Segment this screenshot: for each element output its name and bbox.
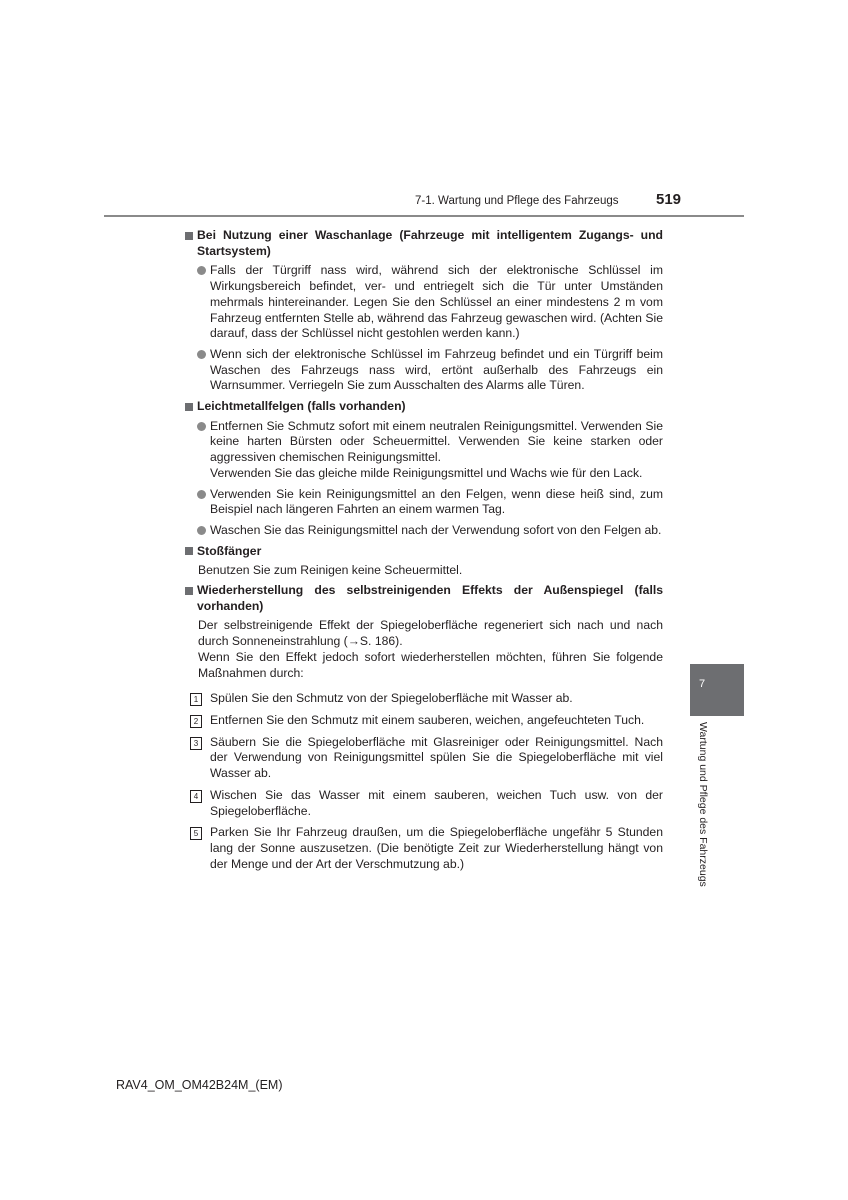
page-content [185,225,663,878]
step-item [185,735,663,782]
bullet-item [185,487,663,518]
circle-bullet-icon [197,266,206,275]
step-item [185,691,663,707]
paragraph: Benutzen Sie zum Reinigen keine Scheuermittel. [198,563,463,578]
circle-bullet-icon [197,350,206,359]
step-number: 2 [190,715,202,728]
paragraph: Der selbstreinigende Effekt der Spiegeloberfläche regeneriert sich nach und nach durch Sonneneinstrahlung (→S. 186). [198,618,663,649]
square-bullet-icon [185,403,193,411]
bullet-item [185,523,663,539]
square-bullet-icon [185,587,193,595]
step-text: Entfernen Sie den Schmutz mit einem sauberen, weichen, angefeuchteten Tuch. [210,712,645,727]
step-text: Wischen Sie das Wasser mit einem sauberen, weichen Tuch usw. von der Spiegeloberfläche. [210,787,663,818]
bullet-text: Wenn sich der elektronische Schlüssel im Fahrzeug befindet und ein Türgriff beim Waschen des Fahrzeugs nass wird, ertönt außerhalb des Fahrzeugs ein Warnsummer. Verriegeln Sie zum Ausschalten des Alarms alle Türen. [210,346,663,393]
bullet-text-part: Verwenden Sie das gleiche milde Reinigungsmittel und Wachs wie für den Lack. [210,465,643,480]
section-heading-text: Stoßfänger [197,543,262,558]
circle-bullet-icon [197,526,206,535]
section-heading [185,583,663,614]
square-bullet-icon [185,547,193,555]
step-number: 5 [190,827,202,840]
page-number: 519 [656,191,682,208]
circle-bullet-icon [197,490,206,499]
bullet-item [185,419,663,482]
section-heading [185,399,663,415]
step-text: Säubern Sie die Spiegeloberfläche mit Glasreiniger oder Reinigungsmittel. Nach der Verwendung von Reinigungsmittel spülen Sie die Spiegeloberfläche mit viel Wasser ab. [210,734,663,781]
circle-bullet-icon [197,422,206,431]
paragraph: Wenn Sie den Effekt jedoch sofort wiederherstellen möchten, führen Sie folgende Maßnahmen durch: [198,649,663,680]
step-text: Spülen Sie den Schmutz von der Spiegeloberfläche mit Wasser ab. [210,691,573,706]
bullet-text-part: Entfernen Sie Schmutz sofort mit einem neutralen Reinigungsmittel. Verwenden Sie keine harten Bürsten oder Scheuermittel. Verwenden Sie keine starken oder aggressiven chemischen Reinigungsmittel. [210,418,663,465]
chapter-title: Wartung und Pflege des Fahrzeugs [697,722,709,887]
step-item [185,788,663,819]
step-number: 4 [190,790,202,803]
section-heading-text: Bei Nutzung einer Waschanlage (Fahrzeuge mit intelligentem Zugangs- und Startsystem) [197,228,663,258]
section-header: 7-1. Wartung und Pflege des Fahrzeugs [415,195,619,207]
section-heading-text: Leichtmetallfelgen (falls vorhanden) [197,399,406,414]
section-heading [185,544,663,560]
step-number: 3 [190,737,202,750]
footer-code: RAV4_OM_OM42B24M_(EM) [116,1078,283,1092]
chapter-number: 7 [699,678,706,690]
step-text: Parken Sie Ihr Fahrzeug draußen, um die Spiegeloberfläche ungefähr 5 Stunden lang der Sonne auszusetzen. (Die benötigte Zeit zur Wiederherstellung hängt von der Menge und der Art der Verschmutzung ab.) [210,825,663,871]
bullet-item [185,263,663,342]
bullet-text [210,419,663,482]
step-item [185,825,663,872]
bullet-text: Verwenden Sie kein Reinigungsmittel an den Felgen, wenn diese heiß sind, zum Beispiel nach längeren Fahrten an einem warmen Tag. [210,486,663,517]
section-heading-text: Wiederherstellung des selbstreinigenden Effekts der Außenspiegel (falls vorhanden) [197,583,663,613]
bullet-item [185,347,663,394]
chapter-tab [690,664,744,716]
square-bullet-icon [185,232,193,240]
bullet-text: Falls der Türgriff nass wird, während sich der elektronische Schlüssel im Wirkungsbereich befindet, ver- und entriegelt sich die Tür unter Umständen mehrmals hintereinander. Legen Sie den Schlüssel an einer mindestens 2 m vom Fahrzeug entfernten Stelle ab, während das Fahrzeug gewaschen wird. (Achten Sie darauf, dass der Schlüssel nicht gestohlen werden kann.) [210,263,663,341]
step-number: 1 [190,693,202,706]
header-divider [104,215,744,217]
step-item [185,713,663,729]
section-heading [185,228,663,259]
bullet-text: Waschen Sie das Reinigungsmittel nach der Verwendung sofort von den Felgen ab. [210,522,662,537]
